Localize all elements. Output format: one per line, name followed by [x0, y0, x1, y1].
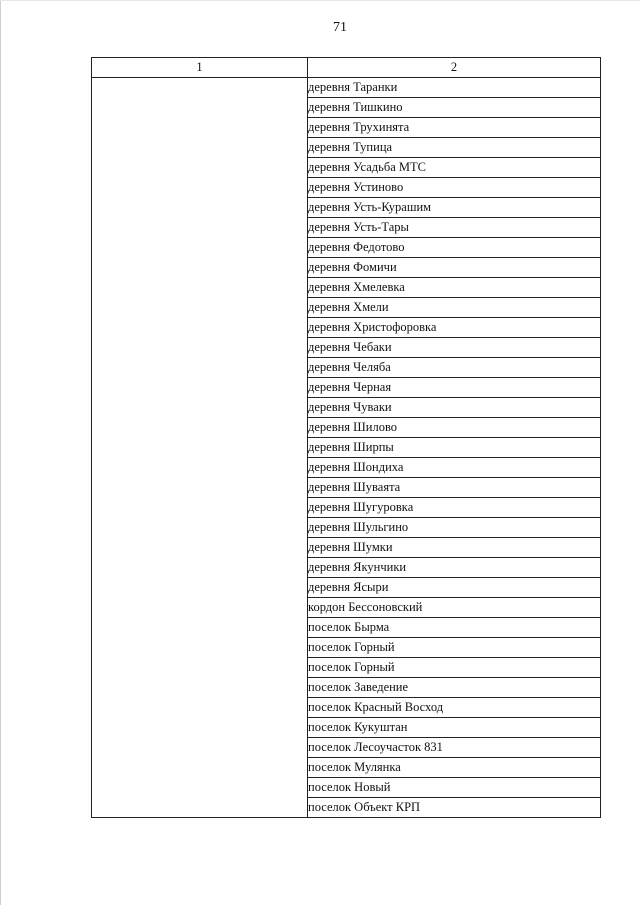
settlement-name-cell: поселок Заведение [308, 678, 601, 698]
settlement-name-cell: деревня Федотово [308, 238, 601, 258]
settlement-name-cell: деревня Хмелевка [308, 278, 601, 298]
column-1-merged-cell [92, 78, 308, 818]
settlement-name-cell: деревня Усадьба МТС [308, 158, 601, 178]
column-header-2: 2 [308, 58, 601, 78]
settlement-name-cell: деревня Устиново [308, 178, 601, 198]
settlement-name-cell: деревня Тупица [308, 138, 601, 158]
settlement-name-cell: деревня Шилово [308, 418, 601, 438]
settlement-name-cell: деревня Христофоровка [308, 318, 601, 338]
settlement-name-cell: поселок Новый [308, 778, 601, 798]
settlement-name-cell: деревня Фомичи [308, 258, 601, 278]
settlement-name-cell: деревня Тишкино [308, 98, 601, 118]
settlement-name-cell: деревня Чебаки [308, 338, 601, 358]
page-top-line [0, 0, 640, 1]
settlement-name-cell: деревня Усть-Курашим [308, 198, 601, 218]
settlement-name-cell: деревня Шуваята [308, 478, 601, 498]
page-edge-line [0, 0, 1, 905]
page-number: 71 [333, 20, 347, 35]
settlement-name-cell: деревня Хмели [308, 298, 601, 318]
settlement-name-cell: деревня Якунчики [308, 558, 601, 578]
settlement-name-cell: поселок Бырма [308, 618, 601, 638]
settlement-name-cell: деревня Шугуровка [308, 498, 601, 518]
settlement-name-cell: деревня Черная [308, 378, 601, 398]
settlement-name-cell: деревня Челяба [308, 358, 601, 378]
settlement-name-cell: деревня Таранки [308, 78, 601, 98]
settlement-name-cell: деревня Трухинята [308, 118, 601, 138]
settlement-name-cell: поселок Красный Восход [308, 698, 601, 718]
settlement-name-cell: поселок Кукуштан [308, 718, 601, 738]
settlements-table [91, 57, 601, 818]
settlement-name-cell: поселок Горный [308, 658, 601, 678]
settlement-name-cell: деревня Шульгино [308, 518, 601, 538]
settlement-name-cell: кордон Бессоновский [308, 598, 601, 618]
settlement-name-cell: деревня Шумки [308, 538, 601, 558]
table-header-row [92, 58, 601, 78]
settlement-name-cell: поселок Лесоучасток 831 [308, 738, 601, 758]
settlement-name-cell: поселок Мулянка [308, 758, 601, 778]
table-body [92, 78, 601, 818]
settlement-name-cell: деревня Чуваки [308, 398, 601, 418]
settlement-name-cell: деревня Ясыри [308, 578, 601, 598]
settlement-name-cell: поселок Горный [308, 638, 601, 658]
settlement-name-cell: деревня Шондиха [308, 458, 601, 478]
column-header-1: 1 [92, 58, 308, 78]
settlement-name-cell: деревня Усть-Тары [308, 218, 601, 238]
table-row [92, 78, 601, 98]
settlement-name-cell: поселок Объект КРП [308, 798, 601, 818]
settlement-name-cell: деревня Ширпы [308, 438, 601, 458]
